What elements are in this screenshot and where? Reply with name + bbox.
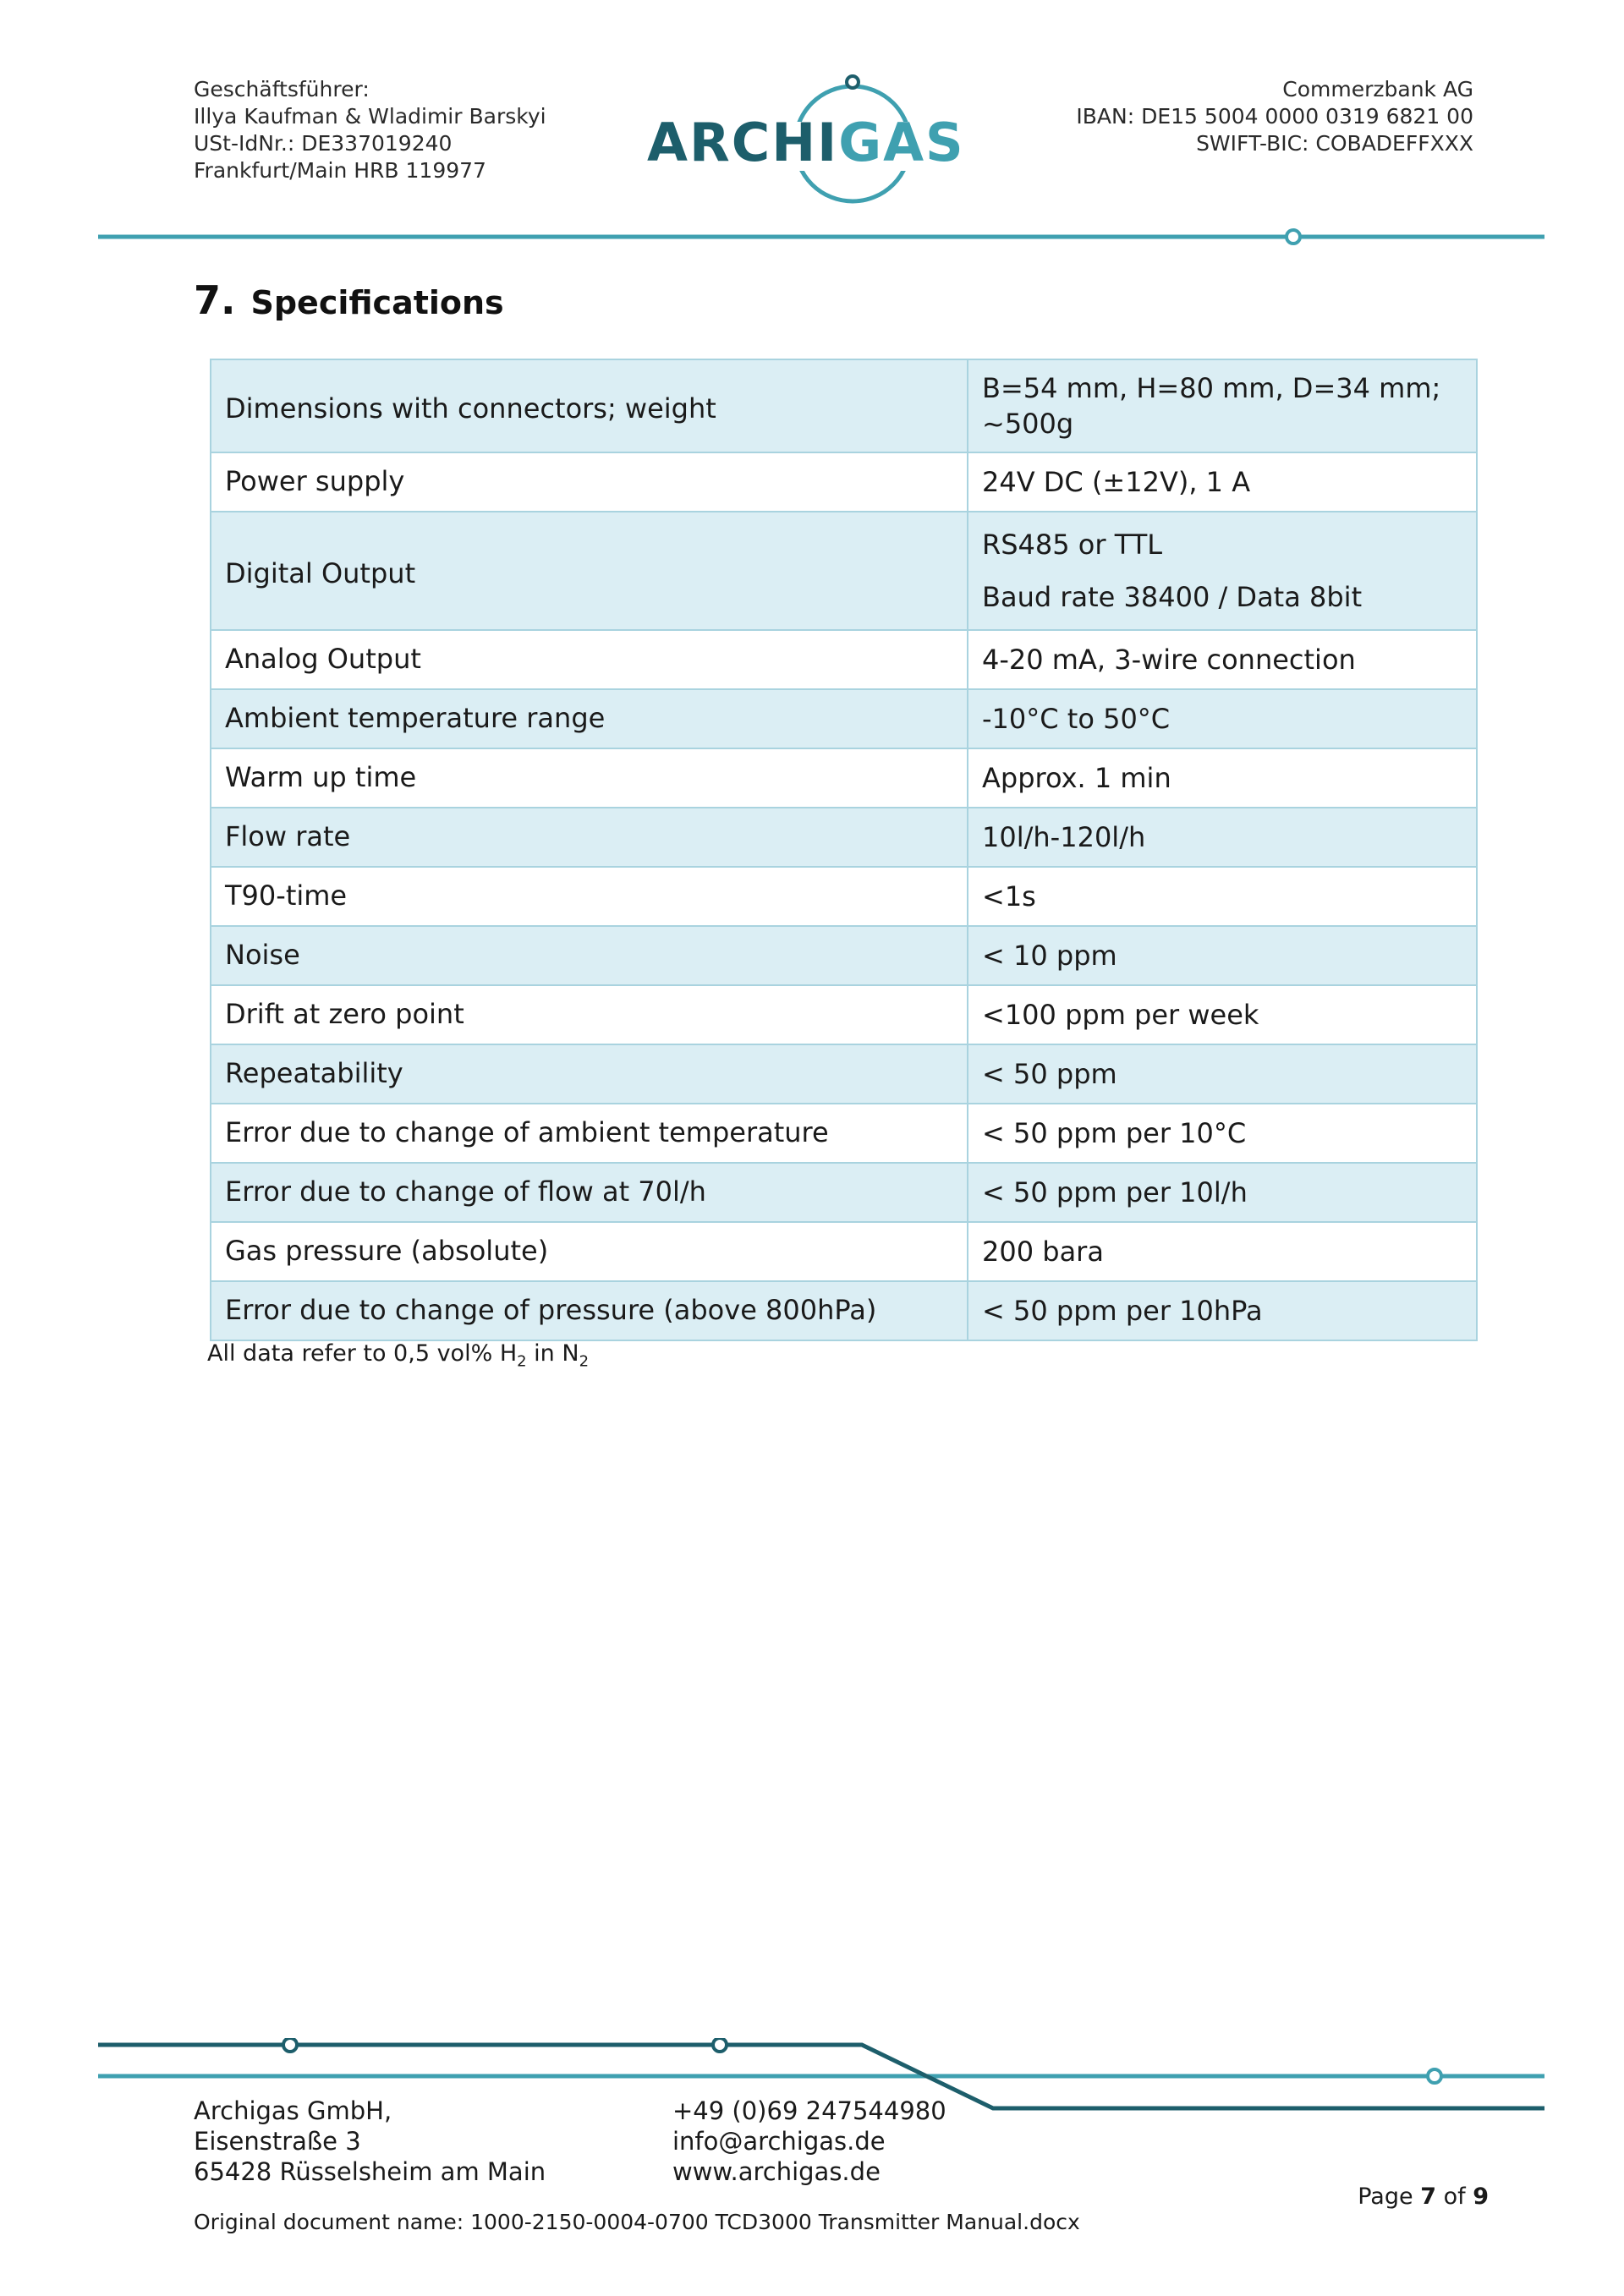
spec-label: Error due to change of flow at 70l/h (211, 1163, 968, 1222)
spec-value: RS485 or TTL (982, 529, 1163, 561)
footer-phone: +49 (0)69 247544980 (672, 2096, 946, 2125)
bank-info-line: IBAN: DE15 5004 0000 0319 6821 00 (1076, 104, 1473, 129)
spec-label: Warm up time (211, 748, 968, 808)
table-row (211, 1222, 1477, 1281)
table-row (211, 926, 1477, 985)
spec-label: Digital Output (211, 512, 968, 630)
spec-label: Error due to change of pressure (above 800hPa) (211, 1281, 968, 1340)
company-info-line: USt-IdNr.: DE337019240 (194, 131, 453, 156)
table-row (211, 359, 1477, 452)
footer-email: info@archigas.de (672, 2127, 886, 2156)
table-row (211, 1163, 1477, 1222)
table-row (211, 985, 1477, 1044)
table-row (211, 1104, 1477, 1163)
footer-address (194, 2096, 546, 2187)
spec-label: Dimensions with connectors; weight (211, 359, 968, 452)
spec-value: -10°C to 50°C (968, 689, 1477, 748)
spec-value: < 10 ppm (968, 926, 1477, 985)
spec-label: Flow rate (211, 808, 968, 867)
spec-label: Repeatability (211, 1044, 968, 1104)
spec-label: Error due to change of ambient temperature (211, 1104, 968, 1163)
spec-value: 4-20 mA, 3-wire connection (968, 630, 1477, 689)
company-info (194, 76, 546, 184)
section-number: 7. (194, 277, 236, 323)
spec-value-secondary: Baud rate 38400 / Data 8bit (982, 581, 1363, 613)
bank-info-line: SWIFT-BIC: COBADEFFXXX (1196, 131, 1473, 156)
spec-value: 10l/h-120l/h (968, 808, 1477, 867)
company-info-line: Geschäftsführer: (194, 77, 370, 101)
footer-address-line: 65428 Rüsselsheim am Main (194, 2157, 546, 2186)
table-row (211, 1281, 1477, 1340)
spec-value: Approx. 1 min (968, 748, 1477, 808)
table-row (211, 808, 1477, 867)
spec-label: Drift at zero point (211, 985, 968, 1044)
original-document-name: Original document name: 1000-2150-0004-0700 TCD3000 Transmitter Manual.docx (194, 2210, 1080, 2234)
spec-label: Gas pressure (absolute) (211, 1222, 968, 1281)
table-footnote: All data refer to 0,5 vol% $H_2$ in $N_2$ (207, 1340, 590, 1371)
footer-address-line: Archigas GmbH, (194, 2096, 392, 2125)
spec-value: < 50 ppm per 10hPa (968, 1281, 1477, 1340)
footer-contact (672, 2096, 946, 2187)
bank-info (1076, 76, 1473, 157)
company-info-line: Frankfurt/Main HRB 119977 (194, 158, 486, 183)
spec-value: < 50 ppm per 10l/h (968, 1163, 1477, 1222)
spec-label: Ambient temperature range (211, 689, 968, 748)
table-row (211, 512, 1477, 630)
spec-value: 24V DC (±12V), 1 A (968, 452, 1477, 512)
bank-info-line: Commerzbank AG (1282, 77, 1473, 101)
table-row (211, 748, 1477, 808)
spec-value: < 50 ppm (968, 1044, 1477, 1104)
spec-value: <1s (968, 867, 1477, 926)
spec-label: Analog Output (211, 630, 968, 689)
section-heading (194, 277, 504, 323)
table-row (211, 867, 1477, 926)
table-row (211, 1044, 1477, 1104)
archigas-logo (643, 66, 1032, 205)
table-row (211, 689, 1477, 748)
spec-value: B=54 mm, H=80 mm, D=34 mm; ~500g (968, 359, 1477, 452)
footer-address-line: Eisenstraße 3 (194, 2127, 361, 2156)
spec-label: Noise (211, 926, 968, 985)
spec-value: < 50 ppm per 10°C (968, 1104, 1477, 1163)
header-divider (98, 224, 1544, 249)
footer-website: www.archigas.de (672, 2157, 881, 2186)
specifications-table (210, 359, 1478, 1341)
section-title: Specifications (250, 284, 504, 321)
spec-value: <100 ppm per week (968, 985, 1477, 1044)
page-number: Page 7 of 9 (1358, 2184, 1489, 2210)
table-row (211, 630, 1477, 689)
spec-value-cell (968, 512, 1477, 630)
spec-label: Power supply (211, 452, 968, 512)
svg-text:ARCHIGAS: ARCHIGAS (647, 112, 965, 173)
company-info-line: Illya Kaufman & Wladimir Barskyi (194, 104, 546, 129)
spec-value: 200 bara (968, 1222, 1477, 1281)
spec-label: T90-time (211, 867, 968, 926)
table-row (211, 452, 1477, 512)
